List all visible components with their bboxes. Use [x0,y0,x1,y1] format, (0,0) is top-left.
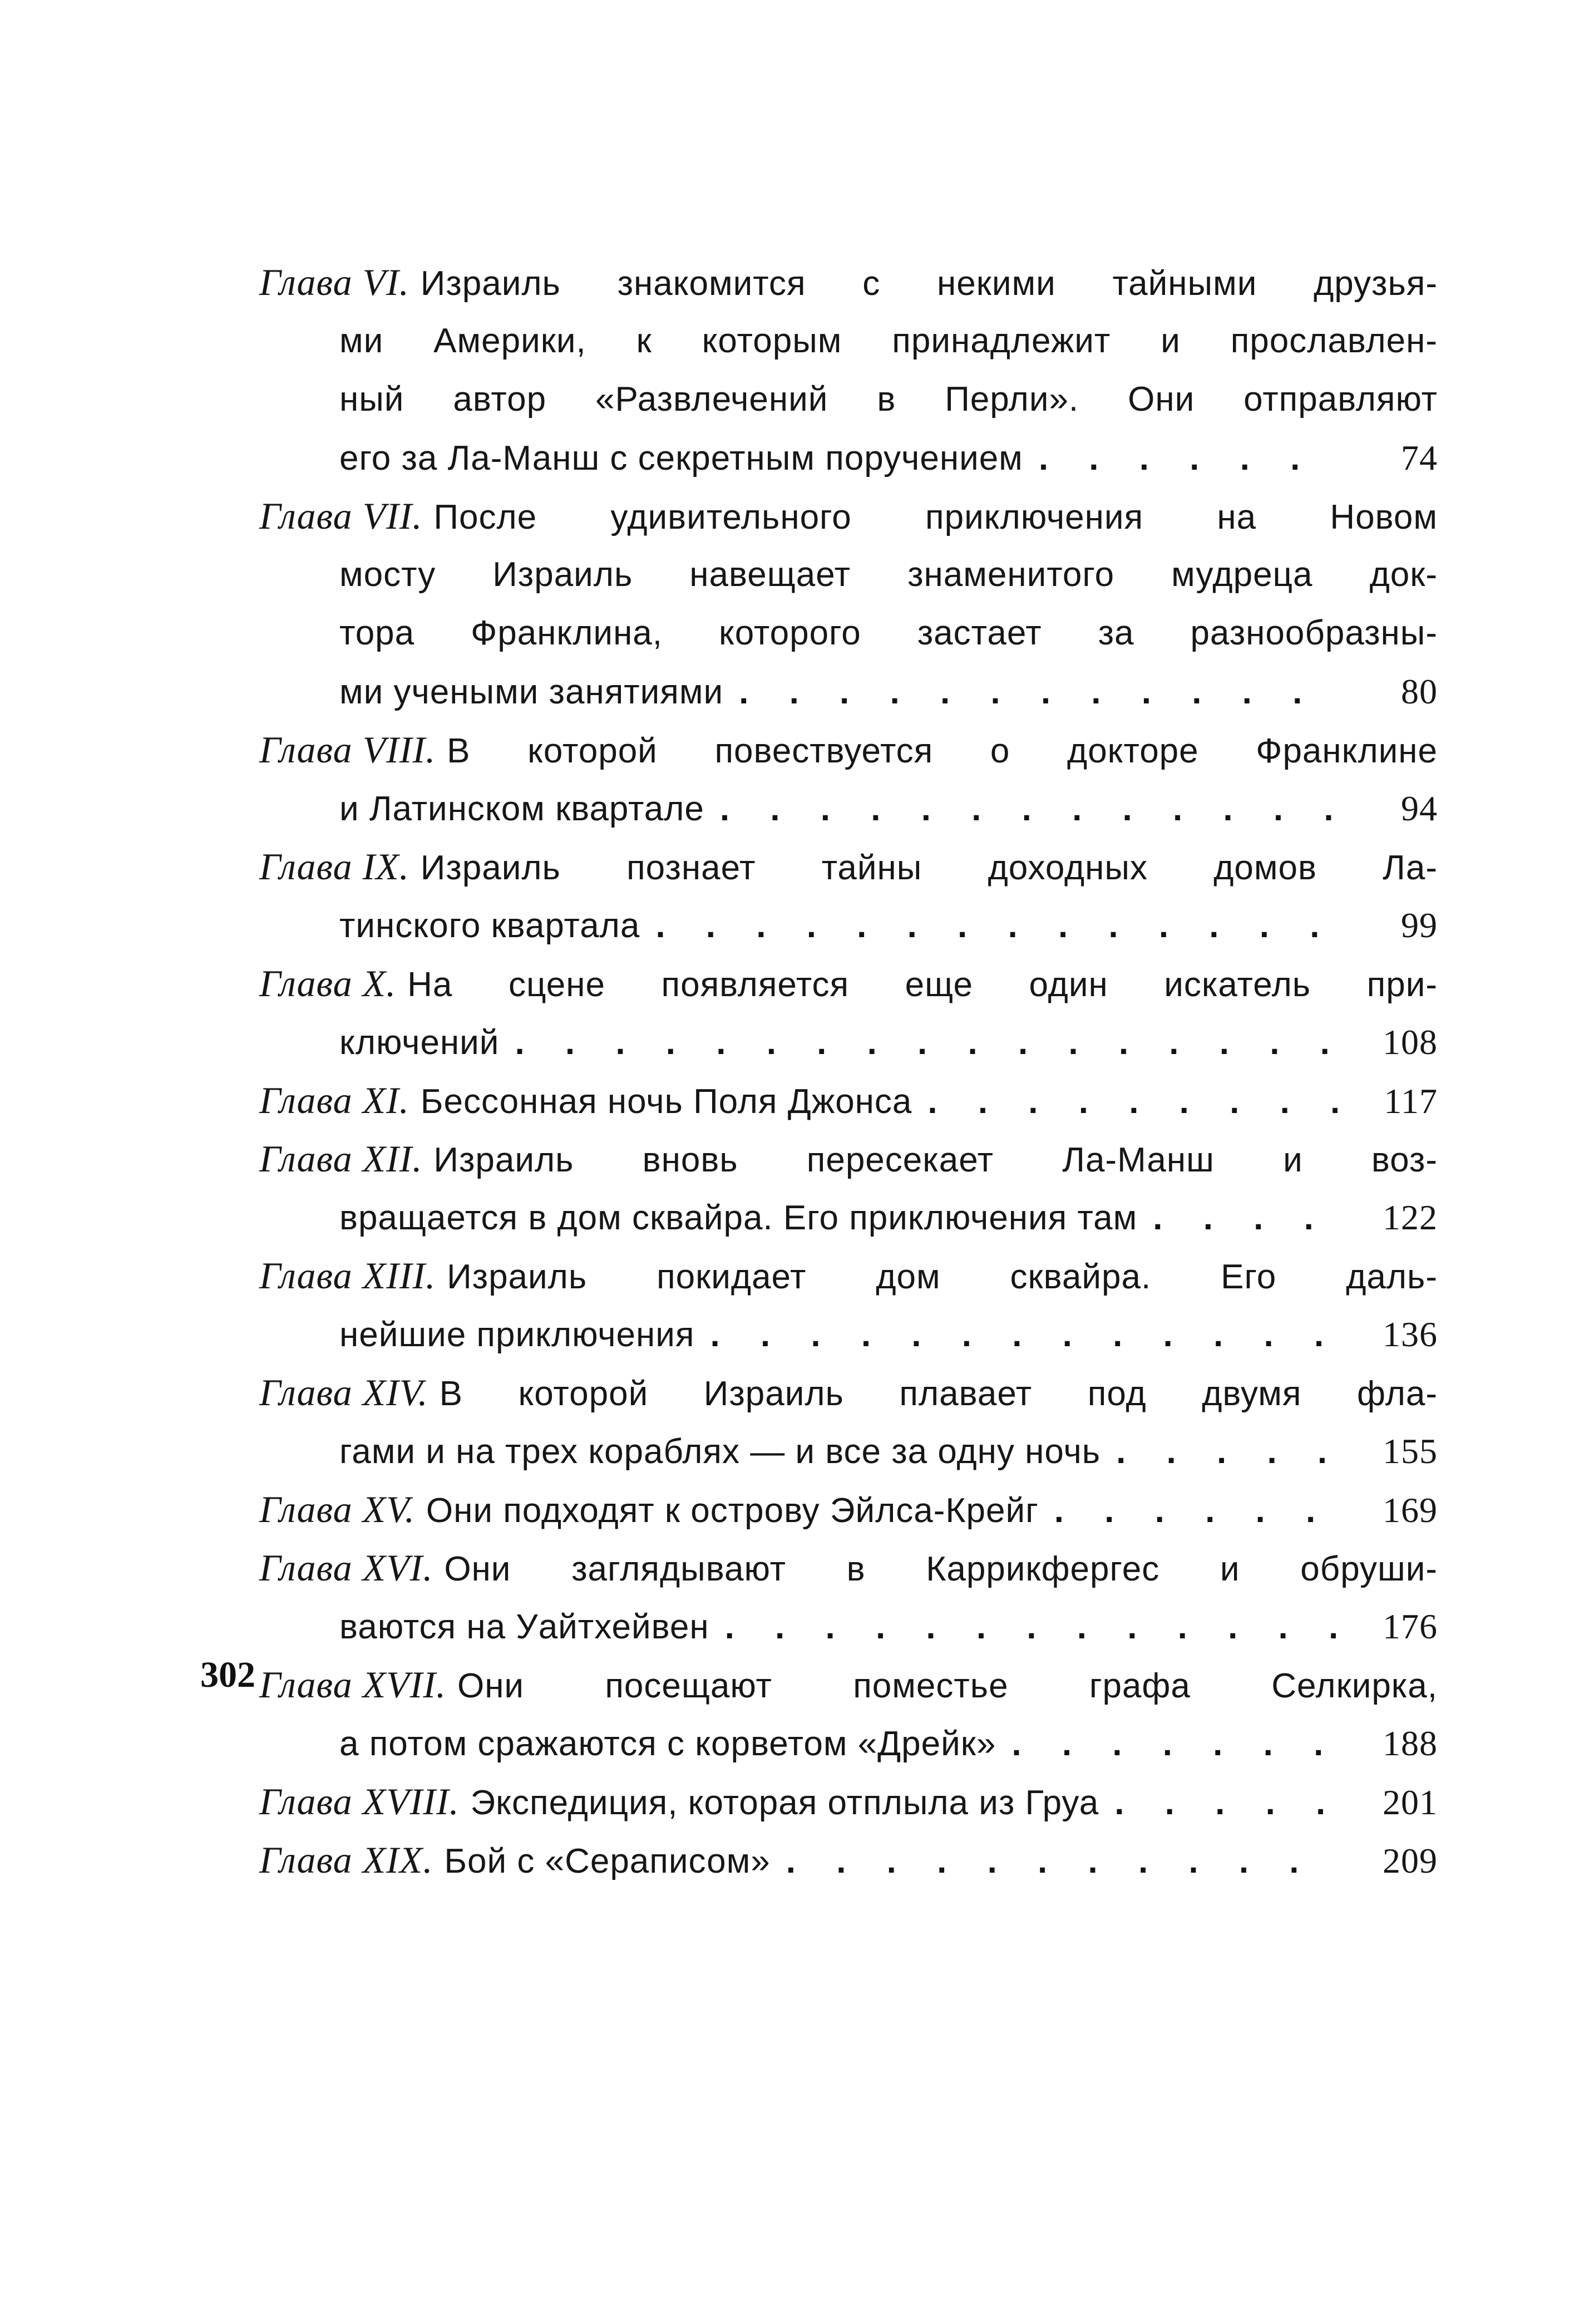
chapter-label: Глава VII. [259,495,423,537]
toc-entry-line [259,487,1438,545]
chapter-title-text: После удивительного приключения на Новом [433,498,1438,536]
dot-leader [739,663,1338,721]
chapter-label: Глава XV. [259,1488,415,1530]
dot-leader [655,897,1338,955]
chapter-title-text: На сцене появляется еще один искатель при- [407,966,1438,1004]
toc-entry [259,487,1438,721]
chapter-label: Глава VIII. [259,728,436,771]
chapter-page-number: 74 [1401,438,1438,477]
toc-entry-line [259,1480,1438,1539]
chapter-title-text: Израиль покидает дом сквайра. Его даль- [447,1258,1438,1296]
toc-entry [259,1772,1438,1831]
chapter-title-text: Бессонная ночь Поля Джонса [420,1082,912,1121]
chapter-title-text: Израиль вновь пересекает Ла-Манш и воз- [433,1141,1438,1179]
chapter-title-text: В которой повествуется о докторе Франклине [447,732,1438,770]
chapter-title-text: ваются на Уайтхейвен [339,1608,709,1646]
table-of-contents [259,253,1438,1889]
chapter-label: Глава XIX. [259,1839,433,1881]
toc-entry [259,1071,1438,1130]
toc-entry [259,1831,1438,1889]
chapter-page-number: 80 [1401,672,1438,711]
chapter-page-number: 117 [1384,1081,1438,1121]
chapter-title-text: Они заглядывают в Каррикфергес и обруши- [444,1550,1438,1588]
dot-leader [786,1832,1338,1890]
chapter-title-text: гами и на трех кораблях — и все за одну ночь [339,1432,1101,1471]
chapter-title-text: Бой с «Сераписом» [444,1842,771,1880]
toc-entry-line [259,312,1438,370]
toc-entry [259,1480,1438,1539]
chapter-title-text: Экспедиция, которая отплыла из Груа [470,1784,1099,1822]
dot-leader [1116,1422,1338,1481]
chapter-title-text: вращается в дом сквайра. Его приключения там [339,1199,1138,1237]
chapter-page-number: 155 [1383,1431,1438,1471]
chapter-label: Глава XII. [259,1138,423,1180]
chapter-title-text: тинского квартала [339,907,640,945]
toc-entry-line [259,1831,1438,1889]
toc-entry-line [259,1130,1438,1188]
chapter-title-text: Они подходят к острову Эйлса-Крейг [426,1491,1039,1530]
toc-entry [259,954,1438,1071]
chapter-page-number: 201 [1383,1783,1438,1822]
chapter-title-text: ми Америки, к которым принадлежит и прославлен- [339,322,1438,360]
toc-entry [259,1130,1438,1247]
chapter-title-text: Израиль познает тайны доходных домов Ла- [420,849,1438,887]
page-number: 302 [200,1655,255,1695]
chapter-title-text: ми учеными занятиями [339,673,724,711]
toc-entry [259,1363,1438,1480]
chapter-title-text: Они посещают поместье графа Селкирка, [457,1667,1438,1705]
dot-leader [515,1013,1338,1072]
chapter-title-text: а потом сражаются с корветом «Дрейк» [339,1725,996,1763]
dot-leader [1153,1189,1338,1247]
dot-leader [927,1072,1338,1131]
chapter-page-number: 136 [1383,1314,1438,1354]
toc-entry [259,838,1438,954]
chapter-label: Глава XIV. [259,1371,428,1414]
chapter-title-text: Израиль знакомится с некими тайными друзья- [420,264,1438,303]
toc-entry-line [259,779,1438,838]
toc-entry-line [259,429,1438,487]
dot-leader [1114,1774,1338,1832]
toc-entry-line [259,604,1438,662]
toc-entry-line [259,253,1438,312]
chapter-page-number: 99 [1401,905,1438,945]
chapter-page-number: 188 [1383,1724,1438,1763]
toc-entry-line [259,1363,1438,1422]
toc-entry [259,1539,1438,1656]
chapter-label: Глава XVI. [259,1547,433,1589]
toc-entry [259,1247,1438,1363]
dot-leader [720,780,1338,838]
toc-entry [259,721,1438,838]
chapter-page-number: 176 [1383,1607,1438,1646]
toc-entry-line [259,1188,1438,1247]
toc-entry-line [259,662,1438,721]
chapter-title-text: тора Франклина, которого застает за разнообразны- [339,614,1438,652]
chapter-title-text: и Латинском квартале [339,790,704,828]
chapter-label: Глава VI. [259,261,409,303]
chapter-page-number: 209 [1383,1841,1438,1880]
chapter-page-number: 122 [1383,1198,1438,1237]
toc-entry [259,253,1438,487]
chapter-label: Глава X. [259,962,397,1005]
chapter-title-text: ный автор «Развлечений в Перли». Они отправляют [339,380,1438,418]
toc-entry-line [259,896,1438,954]
chapter-label: Глава XIII. [259,1254,436,1297]
chapter-label: Глава XVIII. [259,1780,460,1823]
dot-leader [1011,1715,1338,1773]
dot-leader [1039,429,1338,488]
toc-entry [259,1656,1438,1772]
toc-entry-line [259,954,1438,1013]
toc-entry-line [259,721,1438,779]
toc-entry-line [259,1247,1438,1305]
chapter-title-text: ключений [339,1023,500,1062]
chapter-page-number: 169 [1383,1490,1438,1530]
toc-entry-line [259,1539,1438,1597]
chapter-label: Глава XI. [259,1079,409,1121]
chapter-title-text: В которой Израиль плавает под двумя фла- [439,1375,1438,1413]
toc-entry-line [259,1656,1438,1714]
toc-entry-line [259,1071,1438,1130]
toc-entry-line [259,1013,1438,1071]
toc-entry-line [259,370,1438,429]
chapter-title-text: нейшие приключения [339,1316,695,1354]
chapter-page-number: 108 [1383,1022,1438,1062]
toc-entry-line [259,1422,1438,1480]
dot-leader [1054,1481,1338,1540]
toc-entry-line [259,838,1438,896]
toc-entry-line [259,545,1438,604]
toc-entry-line [259,1714,1438,1772]
chapter-label: Глава XVII. [259,1663,446,1706]
chapter-title-text: его за Ла-Манш с секретным поручением [339,439,1023,477]
dot-leader [725,1598,1338,1656]
chapter-page-number: 94 [1401,789,1438,828]
toc-entry-line [259,1772,1438,1831]
chapter-label: Глава IX. [259,845,409,888]
chapter-title-text: мосту Израиль навещает знаменитого мудреца док- [339,555,1438,594]
dot-leader [710,1306,1338,1364]
toc-entry-line [259,1597,1438,1656]
toc-entry-line [259,1305,1438,1363]
